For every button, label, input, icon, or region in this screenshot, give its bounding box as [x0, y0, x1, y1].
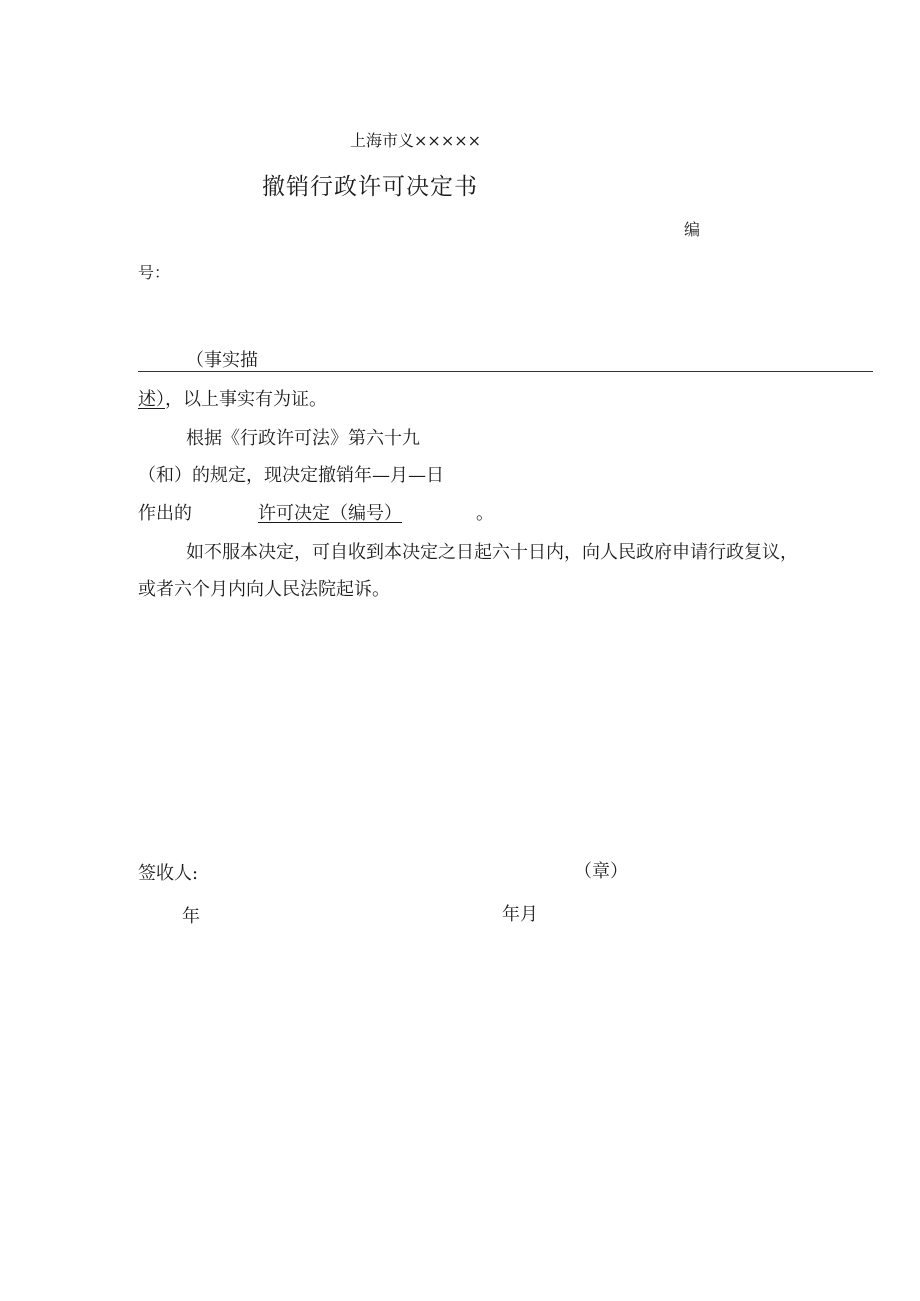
- legal-basis-continued: （和）的规定，现决定撤销年—月—日: [138, 465, 444, 486]
- receiver-label: 签收人:: [138, 863, 199, 884]
- date-right: 年月: [502, 904, 538, 925]
- number-label-part1: 编: [684, 220, 701, 239]
- fact-description-suffix: 述）: [138, 389, 165, 410]
- decision-end: 。: [476, 503, 494, 524]
- legal-basis: 根据《行政许可法》第六十九: [186, 428, 420, 449]
- document-title: 撤销行政许可决定书: [262, 174, 478, 200]
- number-label-part2: 号：: [138, 263, 171, 282]
- appeal-notice-line2: 或者六个月内向人民法院起诉。: [138, 579, 390, 600]
- fact-description-prefix: （事实描: [186, 350, 258, 371]
- seal-label: （章）: [574, 861, 628, 882]
- issuer-name: 上海市义×××××: [350, 131, 482, 150]
- fact-description-line: [138, 371, 873, 372]
- fact-statement: [138, 385, 327, 411]
- date-left: 年: [182, 906, 200, 927]
- fact-statement-rest: ，以上事实有为证。: [165, 389, 327, 410]
- appeal-notice-line1: 如不服本决定，可自收到本决定之日起六十日内，向人民政府申请行政复议，: [186, 542, 798, 563]
- decision-prefix: 作出的: [138, 503, 192, 524]
- decision-reference: 许可决定（编号）: [258, 503, 402, 524]
